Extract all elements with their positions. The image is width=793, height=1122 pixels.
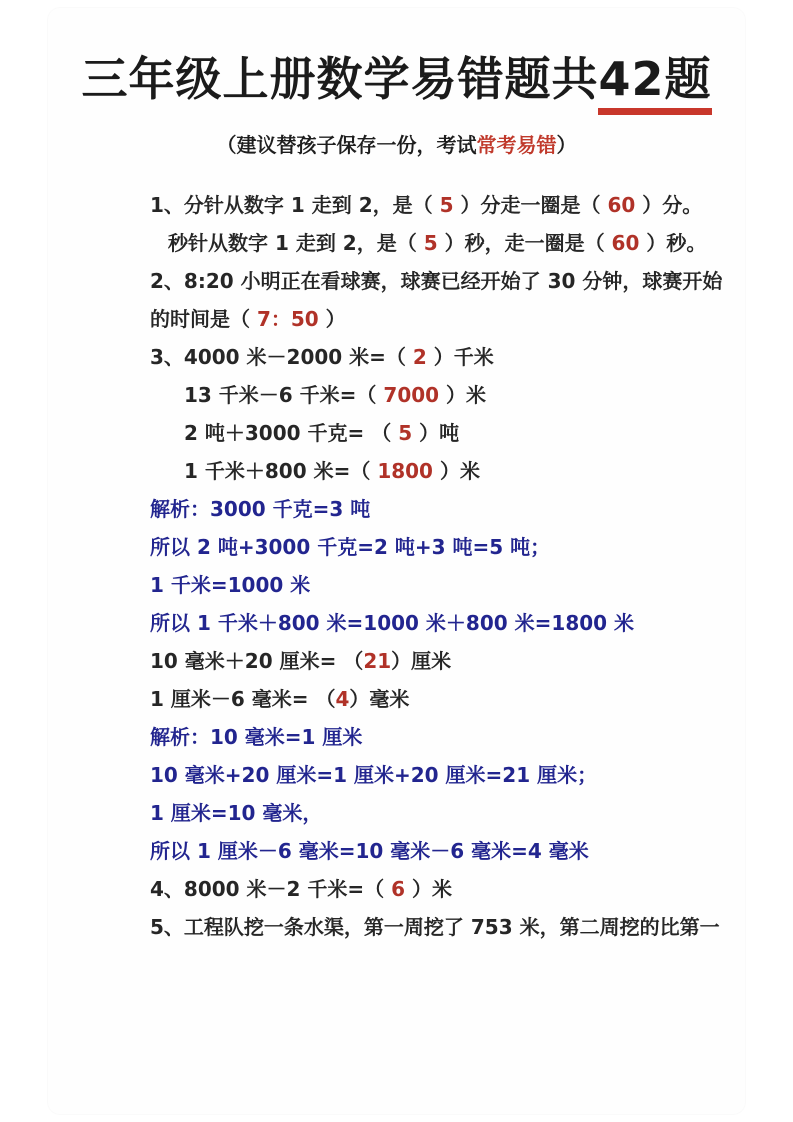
text-segment: ）分。 [635,193,703,218]
text-segment: 解析：3000 千克=3 吨 [150,497,371,522]
question-line [150,870,697,908]
text-segment: ）米 [405,877,453,902]
answer-text: 7000 [383,383,440,408]
explanation-line [150,794,697,832]
subtitle-highlight: 常考易错 [476,133,557,158]
text-segment: ）秒，走一圈是（ [437,231,612,256]
question-line [150,376,697,414]
explanation-line [150,604,697,642]
question-line [150,452,697,490]
question-line [150,414,697,452]
answer-text: 7：50 [256,307,319,332]
answer-text: 60 [607,193,636,218]
worksheet-page [48,8,745,1114]
question-line [150,300,697,338]
page-title-main: 三年级上册数学易错题共 [81,52,599,106]
text-segment: ）米 [432,459,480,484]
text-segment: 2、8:20 小明正在看球赛，球赛已经开始了 30 分钟，球赛开始 [150,269,723,294]
text-segment: 10 毫米＋20 厘米= （ [150,649,364,674]
answer-text: 5 [423,231,438,256]
answer-text: 5 [439,193,454,218]
text-segment: 解析：10 毫米=1 厘米 [150,725,363,750]
text-segment: 1 厘米－6 毫米= （ [150,687,336,712]
text-segment: 5、工程队挖一条水渠，第一周挖了 753 米，第二周挖的比第一 [150,915,720,940]
explanation-line [150,566,697,604]
question-line [150,680,697,718]
question-line [150,338,697,376]
text-segment: 所以 1 千米＋800 米=1000 米＋800 米=1800 米 [150,611,635,636]
text-segment: 的时间是（ [150,307,257,332]
text-segment: 3、4000 米－2000 米=（ [150,345,413,370]
answer-text: 1800 [377,459,433,484]
page-title-underlined: 42题 [598,52,711,115]
text-segment: 所以 2 吨+3000 千克=2 吨+3 吨=5 吨； [150,535,551,560]
explanation-line [150,528,697,566]
answer-text: 6 [391,877,406,902]
text-segment: ）千米 [426,345,494,370]
answer-text: 4 [335,687,350,712]
text-segment: 10 毫米+20 厘米=1 厘米+20 厘米=21 厘米； [150,763,598,788]
question-line [150,262,723,300]
text-segment: 4、8000 米－2 千米=（ [150,877,392,902]
text-segment: 1、分针从数字 1 走到 2，是（ [150,193,440,218]
answer-text: 5 [398,421,413,446]
text-segment: ）分走一圈是（ [453,193,608,218]
page-title [48,52,745,115]
explanation-line [150,756,697,794]
question-line [150,642,697,680]
question-line [150,224,707,262]
text-segment: 13 千米－6 千米=（ [184,383,384,408]
text-segment: ）厘米 [391,649,452,674]
text-segment: ）秒。 [639,231,707,256]
page-subtitle [48,129,745,158]
worksheet-body [48,186,745,946]
explanation-line [150,718,697,756]
text-segment: 所以 1 厘米－6 毫米=10 毫米－6 毫米=4 毫米 [150,839,589,864]
question-line [150,186,703,224]
explanation-line [150,832,697,870]
subtitle-prefix: （建议替孩子保存一份，考试 [216,133,477,158]
answer-text: 60 [611,231,640,256]
text-segment: ）吨 [412,421,460,446]
answer-text: 21 [363,649,392,674]
question-line [150,908,720,946]
text-segment: ） [318,307,346,332]
text-segment: 1 千米＋800 米=（ [184,459,378,484]
text-segment: 1 千米=1000 米 [150,573,311,598]
subtitle-suffix: ） [556,133,577,158]
text-segment: 2 吨＋3000 千克= （ [184,421,399,446]
answer-text: 2 [412,345,427,370]
text-segment: 1 厘米=10 毫米， [150,801,323,826]
text-segment: ）毫米 [349,687,410,712]
text-segment: ）米 [439,383,487,408]
explanation-line [150,490,697,528]
text-segment: 秒针从数字 1 走到 2，是（ [168,231,424,256]
